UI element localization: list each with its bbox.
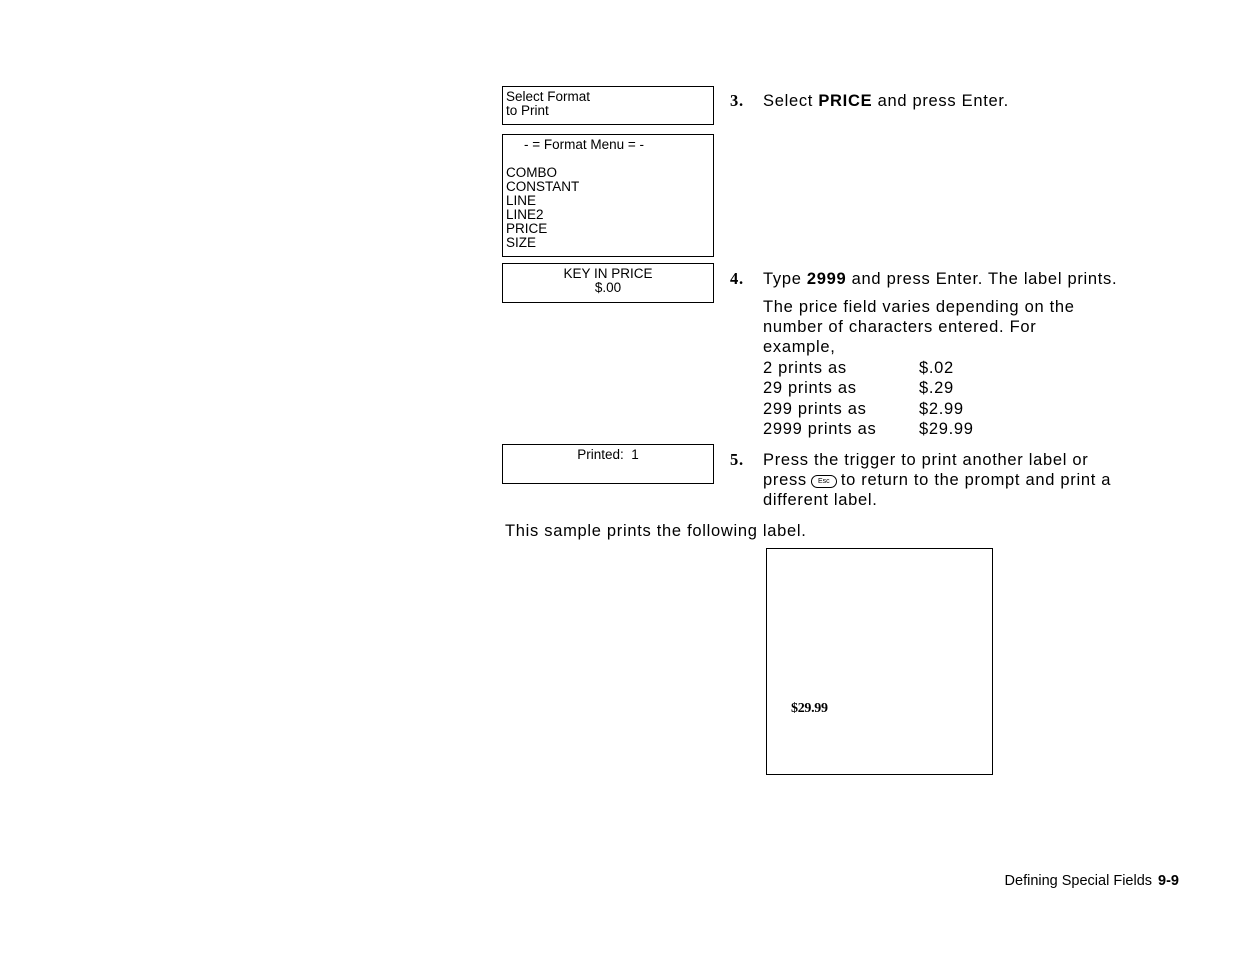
example-input: 29 prints as — [763, 379, 857, 398]
lcd-line: Printed: 1 — [577, 447, 639, 462]
step-text-bold: PRICE — [818, 92, 873, 110]
example-output: $2.99 — [919, 399, 964, 418]
lcd-menu-item: CONSTANT — [506, 179, 580, 194]
lcd-menu-item: LINE — [506, 193, 537, 208]
note-line: The price field varies depending on the — [763, 298, 1075, 316]
lcd-menu-item: COMBO — [506, 165, 558, 180]
step-line: Press the trigger to print another label or — [763, 451, 1089, 469]
step-text-bold: 2999 — [806, 270, 847, 288]
step-text-pre: Select — [763, 92, 819, 110]
step-text-pre: Type — [763, 270, 807, 288]
example-output: $29.99 — [919, 419, 974, 438]
example-input: 2999 prints as — [763, 419, 877, 438]
example-row — [763, 378, 1173, 398]
example-row — [763, 419, 1173, 439]
lcd-line: Select Format — [506, 89, 591, 104]
sample-label — [766, 548, 993, 775]
label-price: $29.99 — [791, 701, 828, 716]
lcd-menu-title: - = Format Menu = - — [524, 137, 645, 152]
lcd-menu-item: SIZE — [506, 235, 537, 250]
example-row — [763, 358, 1173, 378]
lcd-line: to Print — [506, 103, 549, 118]
note-line: number of characters entered. For — [763, 318, 1037, 336]
lcd-line: KEY IN PRICE — [563, 266, 653, 281]
price-note — [763, 297, 1173, 439]
note-line: example, — [763, 338, 836, 356]
lcd-select-format — [502, 86, 714, 125]
example-row — [763, 399, 1173, 419]
sample-intro: This sample prints the following label. — [505, 522, 807, 540]
step-line — [763, 470, 1173, 490]
step-text-post: and press Enter. The label prints. — [846, 270, 1118, 288]
example-output: $.29 — [919, 379, 954, 398]
footer-section: Defining Special Fields — [1004, 873, 1153, 889]
step-text-pre: press — [763, 471, 807, 489]
step-text — [763, 91, 1173, 111]
step-number: 3. — [730, 91, 744, 110]
esc-key-icon: Esc — [811, 475, 837, 488]
step-text-post: to return to the prompt and print a — [840, 471, 1112, 489]
page-footer — [1005, 873, 1179, 889]
page-number: 9-9 — [1158, 873, 1179, 889]
lcd-menu-item: PRICE — [506, 221, 548, 236]
step-number: 5. — [730, 450, 744, 469]
step-text — [763, 450, 1173, 510]
lcd-key-in-price — [502, 263, 714, 303]
lcd-line: $.00 — [594, 280, 622, 295]
example-input: 2 prints as — [763, 359, 847, 377]
lcd-spacer — [506, 152, 713, 166]
example-output: $.02 — [919, 359, 954, 377]
example-input: 299 prints as — [763, 399, 867, 418]
step-line: different label. — [763, 491, 878, 509]
step-number: 4. — [730, 269, 744, 288]
lcd-printed — [502, 444, 714, 484]
step-text — [763, 269, 1173, 289]
step-text-post: and press Enter. — [872, 92, 1009, 110]
lcd-menu-item: LINE2 — [506, 207, 544, 222]
lcd-format-menu — [502, 134, 714, 257]
